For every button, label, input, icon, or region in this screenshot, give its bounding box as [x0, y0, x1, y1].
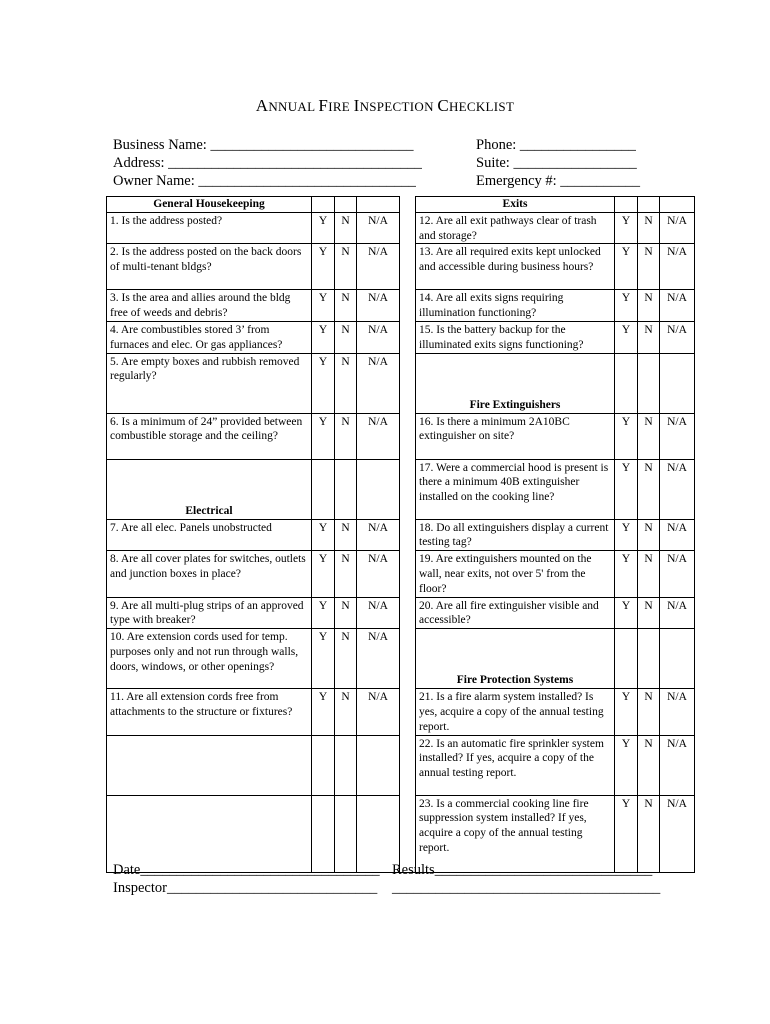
- q6-no[interactable]: N: [335, 413, 357, 459]
- q12-yes[interactable]: Y: [615, 212, 638, 244]
- q9-yes[interactable]: Y: [312, 597, 335, 629]
- q7-na[interactable]: N/A: [357, 519, 400, 551]
- q3-yes[interactable]: Y: [312, 290, 335, 322]
- q4-na[interactable]: N/A: [357, 321, 400, 353]
- empty-cell: [107, 735, 312, 795]
- q8-yes[interactable]: Y: [312, 551, 335, 597]
- q3-no[interactable]: N: [335, 290, 357, 322]
- question-9: 9. Are all multi-plug strips of an approved type with breaker?: [107, 597, 312, 629]
- q9-na[interactable]: N/A: [357, 597, 400, 629]
- q14-yes[interactable]: Y: [615, 290, 638, 322]
- q4-yes[interactable]: Y: [312, 321, 335, 353]
- emergency-field: Emergency #: ___________: [476, 173, 641, 189]
- q8-na[interactable]: N/A: [357, 551, 400, 597]
- question-14: 14. Are all exits signs requiring illumination functioning?: [416, 290, 615, 322]
- q14-na[interactable]: N/A: [660, 290, 695, 322]
- question-16: 16. Is there a minimum 2A10BC extinguisher on site?: [416, 413, 615, 459]
- business-name-field: Business Name: ____________________________: [113, 137, 414, 153]
- q7-no[interactable]: N: [335, 519, 357, 551]
- q13-na[interactable]: N/A: [660, 244, 695, 290]
- inspector-field: Inspector_____________________________: [113, 880, 378, 896]
- q20-no[interactable]: N: [638, 597, 660, 629]
- q19-no[interactable]: N: [638, 551, 660, 597]
- q16-na[interactable]: N/A: [660, 413, 695, 459]
- q19-yes[interactable]: Y: [615, 551, 638, 597]
- section-electrical: Electrical: [107, 459, 312, 519]
- q13-yes[interactable]: Y: [615, 244, 638, 290]
- question-11: 11. Are all extension cords free from attachments to the structure or fixtures?: [107, 689, 312, 735]
- q11-yes[interactable]: Y: [312, 689, 335, 735]
- owner-name-field: Owner Name: ______________________________: [113, 173, 416, 189]
- question-15: 15. Is the battery backup for the illuminated exits signs functioning?: [416, 321, 615, 353]
- question-21: 21. Is a fire alarm system installed? Is yes, acquire a copy of the annual testing report.: [416, 689, 615, 735]
- q22-yes[interactable]: Y: [615, 735, 638, 795]
- question-7: 7. Are all elec. Panels unobstructed: [107, 519, 312, 551]
- question-22: 22. Is an automatic fire sprinkler system installed? If yes, acquire a copy of the annual testing report.: [416, 735, 615, 795]
- q9-no[interactable]: N: [335, 597, 357, 629]
- question-3: 3. Is the area and allies around the bldg free of weeds and debris?: [107, 290, 312, 322]
- question-12: 12. Are all exit pathways clear of trash and storage?: [416, 212, 615, 244]
- q11-na[interactable]: N/A: [357, 689, 400, 735]
- q15-yes[interactable]: Y: [615, 321, 638, 353]
- question-6: 6. Is a minimum of 24” provided between combustible storage and the ceiling?: [107, 413, 312, 459]
- q1-na[interactable]: N/A: [357, 212, 400, 244]
- phone-field: Phone: ________________: [476, 137, 636, 153]
- section-general-housekeeping: General Housekeeping: [107, 197, 312, 213]
- q10-no[interactable]: N: [335, 629, 357, 689]
- q13-no[interactable]: N: [638, 244, 660, 290]
- address-field: Address: ___________________________________: [113, 155, 422, 171]
- q18-no[interactable]: N: [638, 519, 660, 551]
- q22-na[interactable]: N/A: [660, 735, 695, 795]
- q15-na[interactable]: N/A: [660, 321, 695, 353]
- results-second-line: _____________________________________: [392, 880, 661, 896]
- question-19: 19. Are extinguishers mounted on the wall, near exits, not over 5' from the floor?: [416, 551, 615, 597]
- q19-na[interactable]: N/A: [660, 551, 695, 597]
- suite-field: Suite: _________________: [476, 155, 637, 171]
- q2-yes[interactable]: Y: [312, 244, 335, 290]
- date-field: Date_________________________________: [113, 862, 380, 878]
- q22-no[interactable]: N: [638, 735, 660, 795]
- section-fire-extinguishers: Fire Extinguishers: [416, 353, 615, 413]
- q14-no[interactable]: N: [638, 290, 660, 322]
- section-fire-protection-systems: Fire Protection Systems: [416, 629, 615, 689]
- question-20: 20. Are all fire extinguisher visible and accessible?: [416, 597, 615, 629]
- q10-yes[interactable]: Y: [312, 629, 335, 689]
- results-field: Results______________________________: [392, 862, 653, 878]
- q17-no[interactable]: N: [638, 459, 660, 519]
- question-8: 8. Are all cover plates for switches, outlets and junction boxes in place?: [107, 551, 312, 597]
- q3-na[interactable]: N/A: [357, 290, 400, 322]
- q21-no[interactable]: N: [638, 689, 660, 735]
- question-18: 18. Do all extinguishers display a current testing tag?: [416, 519, 615, 551]
- q2-no[interactable]: N: [335, 244, 357, 290]
- question-5: 5. Are empty boxes and rubbish removed regularly?: [107, 353, 312, 413]
- q18-na[interactable]: N/A: [660, 519, 695, 551]
- q6-na[interactable]: N/A: [357, 413, 400, 459]
- q4-no[interactable]: N: [335, 321, 357, 353]
- q16-no[interactable]: N: [638, 413, 660, 459]
- q5-no[interactable]: N: [335, 353, 357, 413]
- q23-yes[interactable]: Y: [615, 795, 638, 872]
- q1-yes[interactable]: Y: [312, 212, 335, 244]
- q17-yes[interactable]: Y: [615, 459, 638, 519]
- question-13: 13. Are all required exits kept unlocked and accessible during business hours?: [416, 244, 615, 290]
- q15-no[interactable]: N: [638, 321, 660, 353]
- question-10: 10. Are extension cords used for temp. purposes only and not run through walls, doors, windows, or other openings?: [107, 629, 312, 689]
- checklist-table: [106, 196, 695, 873]
- question-4: 4. Are combustibles stored 3’ from furnaces and elec. Or gas appliances?: [107, 321, 312, 353]
- question-2: 2. Is the address posted on the back doors of multi-tenant bldgs?: [107, 244, 312, 290]
- q5-yes[interactable]: Y: [312, 353, 335, 413]
- q23-no[interactable]: N: [638, 795, 660, 872]
- question-23: 23. Is a commercial cooking line fire suppression system installed? If yes, acquire a copy of the annual testing report.: [416, 795, 615, 872]
- q10-na[interactable]: N/A: [357, 629, 400, 689]
- q12-no[interactable]: N: [638, 212, 660, 244]
- section-exits: Exits: [416, 197, 615, 213]
- q7-yes[interactable]: Y: [312, 519, 335, 551]
- page-title: ANNUAL FIRE INSPECTION CHECKLIST: [255, 96, 515, 115]
- q6-yes[interactable]: Y: [312, 413, 335, 459]
- q1-no[interactable]: N: [335, 212, 357, 244]
- q21-na[interactable]: N/A: [660, 689, 695, 735]
- q20-na[interactable]: N/A: [660, 597, 695, 629]
- q12-na[interactable]: N/A: [660, 212, 695, 244]
- q8-no[interactable]: N: [335, 551, 357, 597]
- question-17: 17. Were a commercial hood is present is there a minimum 40B extinguisher installed on the cooking line?: [416, 459, 615, 519]
- q17-na[interactable]: N/A: [660, 459, 695, 519]
- q5-na[interactable]: N/A: [357, 353, 400, 413]
- q20-yes[interactable]: Y: [615, 597, 638, 629]
- q2-na[interactable]: N/A: [357, 244, 400, 290]
- empty-cell: [107, 795, 312, 872]
- q11-no[interactable]: N: [335, 689, 357, 735]
- q18-yes[interactable]: Y: [615, 519, 638, 551]
- q21-yes[interactable]: Y: [615, 689, 638, 735]
- q23-na[interactable]: N/A: [660, 795, 695, 872]
- q16-yes[interactable]: Y: [615, 413, 638, 459]
- question-1: 1. Is the address posted?: [107, 212, 312, 244]
